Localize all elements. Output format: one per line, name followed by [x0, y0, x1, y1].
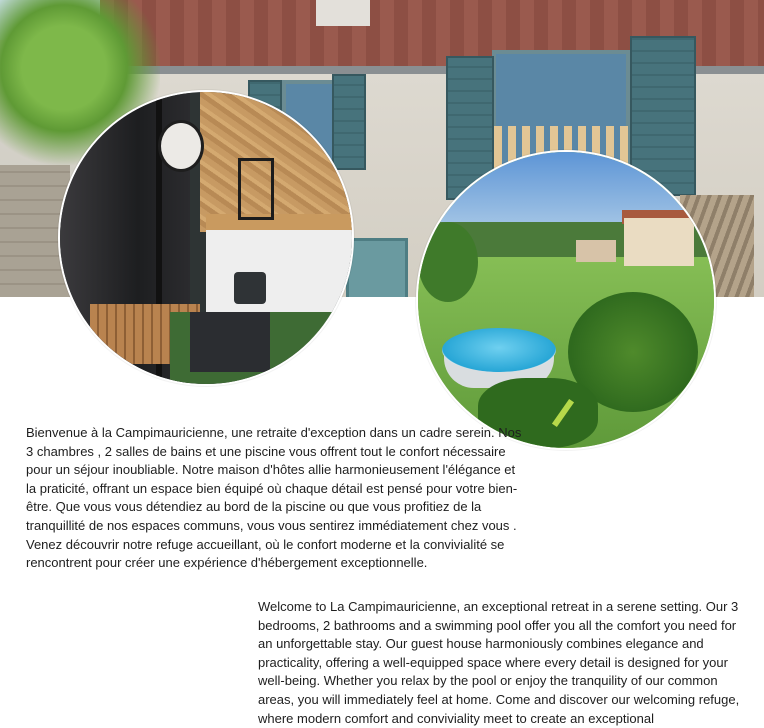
- shower-room-photo: [58, 90, 354, 386]
- round-mirror: [158, 120, 204, 172]
- osb-wall: [200, 92, 354, 232]
- wooden-shelf: [206, 214, 352, 230]
- swimming-pool: [442, 328, 556, 372]
- distant-house: [576, 240, 616, 262]
- english-description: [258, 598, 744, 728]
- garden-pool-photo: [416, 150, 716, 450]
- french-description: [26, 424, 522, 573]
- french-text: Bienvenue à la Campimauricienne, une retraite d'exception dans un cadre serein. Nos 3 chambres , 2 salles de bains et une piscine vous offrent tout le confort nécessaire pour un séjour inoubliable. Notre maison d'hôtes allie harmonieusement l'élégance et la praticité, offrant un espace bien équipé où chaque détail est pensé pour votre bien-être. Que vous vous détendiez au bord de la piscine ou que vous profitiez de la tranquillité de nos espaces communs, vous vous sentirez immédiatement chez vous . Venez découvrir notre refuge accueillant, où le confort moderne et la convivialité se rencontrent pour créer une expérience d'hébergement exceptionnelle.: [26, 425, 522, 571]
- dormer-window: [316, 0, 370, 26]
- bath-mat: [190, 312, 270, 372]
- laundry-bin: [234, 272, 266, 304]
- neighbor-house: [624, 218, 694, 266]
- tree-left: [418, 222, 478, 302]
- front-door: [346, 238, 408, 297]
- shelf-cube: [238, 158, 274, 220]
- english-text: Welcome to La Campimauricienne, an exceptional retreat in a serene setting. Our 3 bedrooms, 2 bathrooms and a swimming pool offer you all the comfort you need for an unforgettable stay. Our guest house harmoniously combines elegance and practicality, offering a well-equipped space where every detail is designed for your well-being. Whether you relax by the pool or enjoy the tranquility of our common areas, you will immediately feel at home. Come and discover our welcoming refuge, where modern comfort and conviviality meet to create an exceptional: [258, 599, 740, 726]
